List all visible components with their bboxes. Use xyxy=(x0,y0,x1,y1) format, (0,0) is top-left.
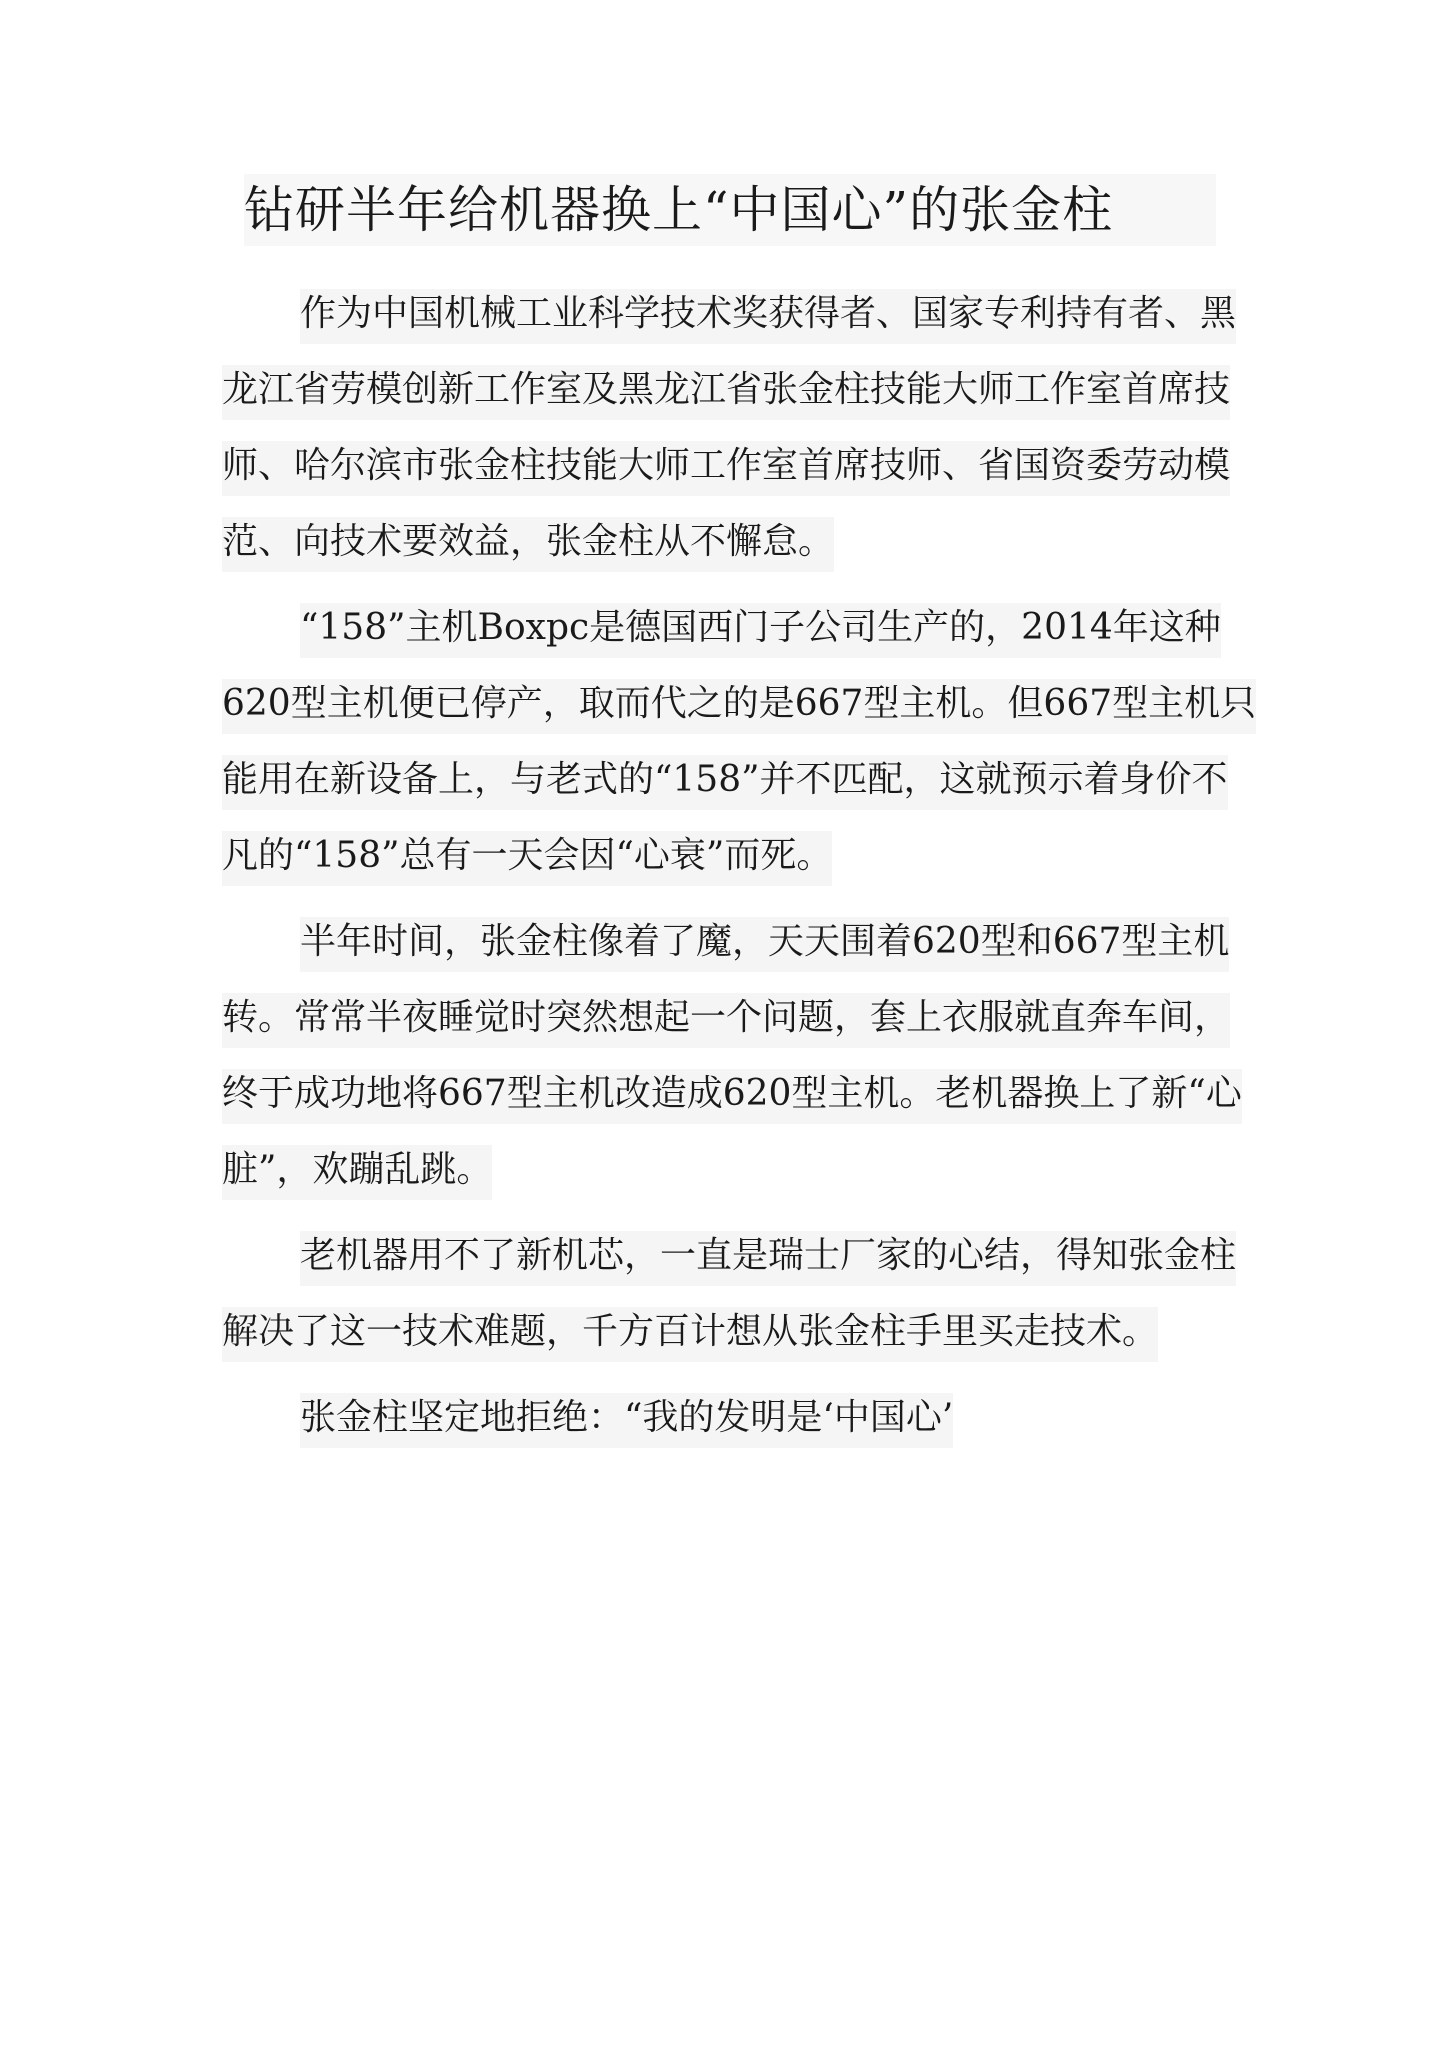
paragraph-1 xyxy=(222,276,1262,580)
paragraph-4-text: 老机器用不了新机芯，一直是瑞士厂家的心结，得知张金柱解决了这一技术难题，千方百计想从张金柱手里买走技术。 xyxy=(222,1231,1236,1362)
paragraph-5 xyxy=(222,1380,1262,1456)
document-body xyxy=(222,276,1262,1466)
paragraph-4 xyxy=(222,1218,1262,1370)
paragraph-1-text: 作为中国机械工业科学技术奖获得者、国家专利持有者、黑龙江省劳模创新工作室及黑龙江省张金柱技能大师工作室首席技师、哈尔滨市张金柱技能大师工作室首席技师、省国资委劳动模范、向技术要效益，张金柱从不懈怠。 xyxy=(222,289,1236,572)
paragraph-3 xyxy=(222,904,1262,1208)
paragraph-2 xyxy=(222,590,1262,894)
paragraph-5-text: 张金柱坚定地拒绝：“我的发明是‘中国心’ xyxy=(300,1393,953,1448)
paragraph-3-text: 半年时间，张金柱像着了魔，天天围着620型和667型主机转。常常半夜睡觉时突然想起一个问题，套上衣服就直奔车间，终于成功地将667型主机改造成620型主机。老机器换上了新“心脏”，欢蹦乱跳。 xyxy=(222,917,1242,1200)
document-title: 钻研半年给机器换上“中国心”的张金柱 xyxy=(244,174,1216,246)
paragraph-2-text: “158”主机Boxpc是德国西门子公司生产的，2014年这种620型主机便已停产，取而代之的是667型主机。但667型主机只能用在新设备上，与老式的“158”并不匹配，这就预示着身价不凡的“158”总有一天会因“心衰”而死。 xyxy=(222,603,1256,886)
